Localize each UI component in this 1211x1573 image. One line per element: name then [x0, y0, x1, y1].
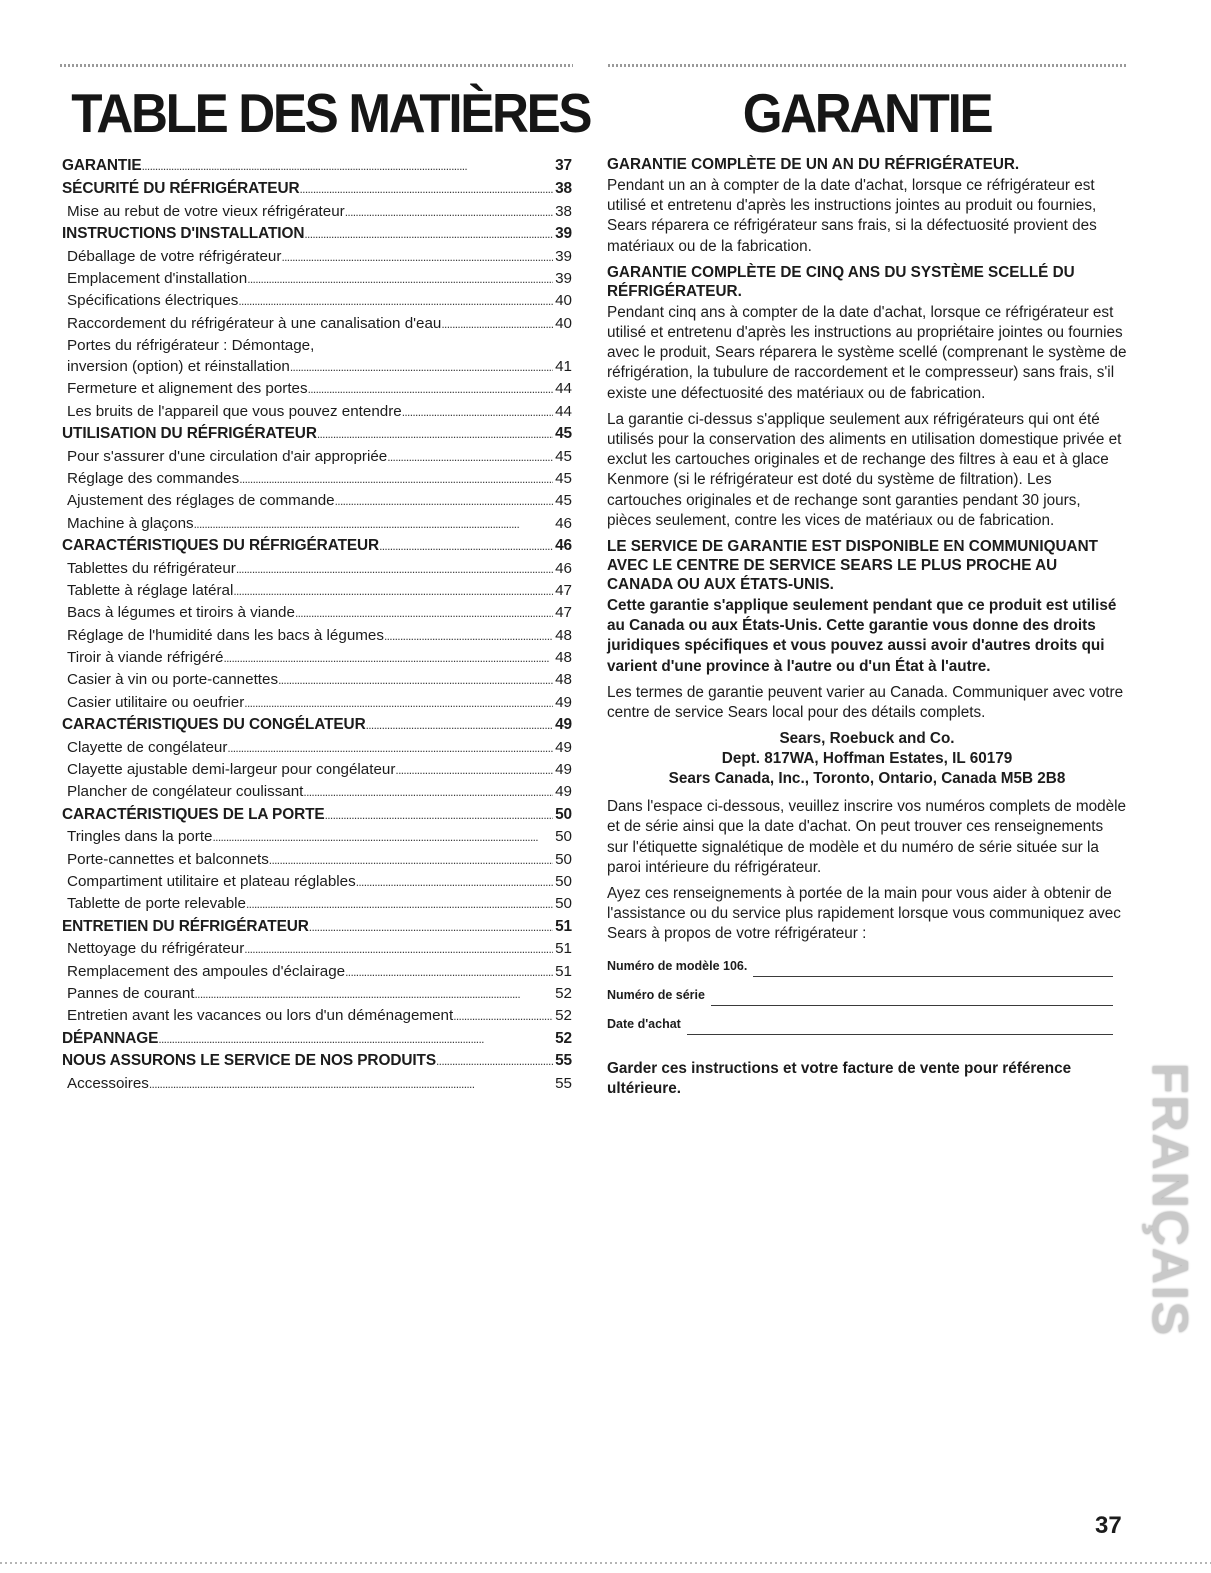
- toc-page-number: 52: [555, 1029, 572, 1047]
- dot-leader: [441, 313, 553, 335]
- dot-leader: [194, 513, 553, 535]
- bottom-rule: [0, 1562, 1211, 1564]
- dot-leader: [366, 714, 554, 737]
- toc-entry-label: Tablette à réglage latéral: [67, 582, 234, 600]
- toc-entry: [62, 268, 572, 290]
- toc-entry: [62, 849, 572, 871]
- toc-entry-label: Les bruits de l'appareil que vous pouvez entendre: [67, 402, 402, 420]
- address-line: Dept. 817WA, Hoffman Estates, IL 60179: [721, 750, 1013, 768]
- dot-leader: [325, 804, 554, 827]
- toc-entry: [62, 356, 572, 378]
- dot-leader: [278, 669, 553, 691]
- serial-number-label: Numéro de série: [607, 988, 705, 1003]
- language-tab-label: FRANÇAIS: [1142, 1062, 1199, 1338]
- toc-section: [62, 223, 572, 246]
- toc-page-number: 52: [555, 1007, 572, 1025]
- toc-entry-label: Portes du réfrigérateur : Démontage,: [67, 336, 315, 354]
- toc-section: [62, 423, 572, 446]
- toc-entry-label: Casier à vin ou porte-cannettes: [67, 671, 279, 689]
- toc-page-number: 52: [555, 984, 572, 1002]
- dot-leader: [239, 468, 553, 490]
- language-tab: [1140, 1050, 1200, 1350]
- toc-entry-label: Casier utilitaire ou oeufrier: [67, 693, 245, 711]
- toc-page-number: 45: [555, 470, 572, 488]
- toc-entry-label: Tablette de porte relevable: [67, 895, 246, 913]
- top-rule-right: [608, 64, 1128, 67]
- para-record: Dans l'espace ci-dessous, veuillez inscrire vos numéros complets de modèle et de série ainsi que la date d'achat. On peut trouver ces renseignements sur l'étiquette signalétique de modèle et du numéro de série située sur la paroi intérieure du réfrigérateur.: [607, 798, 1126, 876]
- toc-page-number: 44: [555, 402, 572, 420]
- purchase-date-field[interactable]: [607, 1017, 1119, 1035]
- toc-page-number: 49: [555, 761, 572, 779]
- dot-leader: [295, 602, 553, 624]
- dot-leader: [356, 871, 553, 893]
- sears-address: [607, 729, 1127, 789]
- para-five-year: Pendant cinq ans à compter de la date d'achat, lorsque ce réfrigérateur est utilisé et entretenu d'après les instructions au propriétaire jointes ou fournies avec le produit, Sears réparera le système scellé (comprenant le système de réfrigération, la tubulure de raccordement et le compresseur) sans frais, s'il existe une défectuosité des matériaux ou de fabrication.: [607, 303, 1127, 402]
- toc-entry: [62, 313, 572, 335]
- toc-entry: [62, 602, 572, 624]
- toc-page-number: 40: [555, 292, 572, 310]
- dot-leader: [149, 1073, 553, 1095]
- dot-leader: [387, 446, 553, 468]
- para-keep: Ayez ces renseignements à portée de la main pour vous aider à obtenir de l'assistance ou du service plus rapidement lorsque vous communiquez avec Sears à propos de votre réfrigérateur :: [607, 885, 1121, 943]
- serial-number-line[interactable]: [711, 993, 1113, 1006]
- toc-page-number: 51: [555, 940, 572, 958]
- toc-page-number: 46: [555, 559, 572, 577]
- dot-leader: [244, 938, 553, 960]
- toc-page-number: 50: [555, 828, 572, 846]
- toc-page-number: 47: [555, 604, 572, 622]
- dot-leader: [246, 893, 553, 915]
- toc-page-number: 50: [555, 873, 572, 890]
- toc-entry-label: Machine à glaçons: [67, 514, 194, 532]
- toc-page-number: 49: [555, 693, 572, 711]
- para-one-year: Pendant un an à compter de la date d'achat, lorsque ce réfrigérateur est utilisé et entretenu d'après les instructions jointes au produit ou fournies, Sears réparera ce réfrigérateur sans frais, si la défectuosité provient des matériaux ou de la fabrication.: [607, 177, 1097, 255]
- toc-page-number: 38: [555, 179, 572, 197]
- dot-leader: [212, 826, 553, 848]
- toc-page-number: 45: [555, 425, 572, 443]
- toc-page-number: 48: [555, 671, 572, 689]
- dot-leader: [308, 378, 554, 400]
- toc-entry: [62, 938, 572, 960]
- heading-five-year: GARANTIE COMPLÈTE DE CINQ ANS DU SYSTÈME SCELLÉ DU RÉFRIGÉRATEUR.: [607, 263, 1075, 300]
- toc-entry: [62, 446, 572, 468]
- dot-leader: [402, 401, 553, 423]
- toc-entry: [62, 871, 572, 893]
- dot-leader: [345, 961, 553, 983]
- toc-entry: [62, 647, 572, 669]
- toc-page-number: 47: [555, 582, 572, 600]
- toc-page-number: 45: [555, 492, 572, 510]
- toc-entry: [62, 1073, 572, 1095]
- toc-entry: [62, 759, 572, 781]
- toc-entry: [62, 1005, 572, 1027]
- toc-entry: [62, 401, 572, 423]
- toc-entry-label: Remplacement des ampoules d'éclairage: [67, 962, 346, 980]
- toc-entry-label: INSTRUCTIONS D'INSTALLATION: [62, 224, 305, 242]
- toc-entry-label: Pour s'assurer d'une circulation d'air appropriée: [67, 447, 388, 465]
- toc-entry-label: Tablettes du réfrigérateur: [67, 559, 236, 577]
- dot-leader: [395, 759, 553, 781]
- toc-section: [62, 916, 572, 939]
- toc-entry-label: Tringles dans la porte: [67, 828, 213, 846]
- dot-leader: [379, 535, 553, 558]
- toc-page-number: 48: [555, 649, 572, 667]
- toc-entry-label: Déballage de votre réfrigérateur: [67, 247, 282, 265]
- dot-leader: [238, 290, 553, 312]
- toc-page-number: 46: [555, 514, 572, 532]
- toc-entry: [62, 558, 572, 580]
- toc-entry-label: Tiroir à viande réfrigéré: [67, 649, 224, 667]
- table-of-contents: [62, 78, 591, 1095]
- toc-entry-label: inversion (option) et réinstallation: [67, 358, 290, 376]
- warranty-title: GARANTIE: [742, 82, 992, 144]
- toc-page-number: 49: [555, 783, 572, 801]
- toc-entry: [62, 290, 572, 312]
- record-fields: [607, 959, 1119, 1035]
- toc-title: TABLE DES MATIÈRES: [71, 82, 591, 144]
- toc-entry-label: GARANTIE: [62, 157, 142, 174]
- serial-number-field[interactable]: [607, 988, 1119, 1006]
- toc-entry: [62, 513, 572, 535]
- toc-entry-label: Accessoires: [67, 1075, 149, 1093]
- toc-entry: [62, 669, 572, 691]
- para-rights: Cette garantie s'applique seulement pendant que ce produit est utilisé au Canada ou aux États-Unis. Cette garantie vous donne des droits juridiques spécifiques et vous pouvez aussi avoir d'autres droits qui varient d'une province à l'autre ou d'un État à l'autre.: [607, 597, 1117, 675]
- dot-leader: [281, 246, 553, 268]
- dot-leader: [236, 558, 553, 580]
- toc-entry-label: Ajustement des réglages de commande: [67, 492, 335, 510]
- model-number-field[interactable]: [607, 959, 1119, 977]
- toc-page-number: 55: [555, 1075, 572, 1093]
- dot-leader: [247, 268, 553, 290]
- dot-leader: [384, 625, 553, 647]
- toc-entry-label: NOUS ASSURONS LE SERVICE DE NOS PRODUITS: [62, 1052, 436, 1070]
- toc-page-number: 39: [555, 269, 572, 287]
- purchase-date-line[interactable]: [687, 1022, 1113, 1035]
- dot-leader: [233, 580, 553, 602]
- toc-entry: [62, 246, 572, 268]
- toc-entry: [62, 781, 572, 803]
- toc-list: [62, 155, 572, 1095]
- dot-leader: [195, 983, 554, 1005]
- model-number-line[interactable]: [753, 964, 1113, 977]
- toc-entry: [62, 692, 572, 714]
- address-line: Sears Canada, Inc., Toronto, Ontario, Canada M5B 2B8: [668, 770, 1066, 788]
- toc-entry: [62, 961, 572, 983]
- toc-section: [62, 804, 572, 827]
- toc-page-number: 51: [555, 917, 572, 935]
- toc-entry: [62, 201, 572, 223]
- dot-leader: [227, 737, 553, 759]
- toc-entry-label: SÉCURITÉ DU RÉFRIGÉRATEUR: [62, 179, 300, 197]
- toc-entry: [62, 625, 572, 647]
- dot-leader: [436, 1050, 553, 1073]
- toc-section: [62, 1050, 572, 1073]
- dot-leader: [304, 223, 553, 246]
- toc-entry-label: Porte-cannettes et balconnets: [67, 850, 269, 868]
- toc-entry-label: Pannes de courant: [67, 984, 195, 1002]
- dot-leader: [158, 1028, 553, 1051]
- toc-page-number: 51: [555, 962, 572, 980]
- dot-leader: [309, 916, 553, 939]
- toc-entry-label: Spécifications électriques: [67, 292, 239, 310]
- dot-leader: [345, 201, 553, 223]
- toc-page-number: 41: [555, 358, 572, 376]
- toc-section: [62, 1028, 572, 1051]
- address-line: Sears, Roebuck and Co.: [779, 730, 955, 748]
- toc-page-number: 38: [555, 202, 572, 220]
- toc-entry-label: DÉPANNAGE: [62, 1029, 159, 1047]
- toc-entry-label: Plancher de congélateur coulissant: [67, 783, 304, 801]
- toc-page-number: 40: [555, 314, 572, 332]
- toc-entry: [62, 490, 572, 512]
- toc-entry-label: Clayette ajustable demi-largeur pour congélateur: [67, 761, 396, 779]
- toc-section: [62, 178, 572, 201]
- toc-entry: [62, 737, 572, 759]
- dot-leader: [317, 423, 553, 446]
- toc-page-number: 46: [555, 537, 572, 555]
- dot-leader: [453, 1005, 553, 1027]
- toc-entry-label: Bacs à légumes et tiroirs à viande: [67, 604, 295, 622]
- dot-leader: [223, 647, 553, 669]
- toc-section: [62, 155, 572, 178]
- closing-note: Garder ces instructions et votre facture de vente pour référence ultérieure.: [607, 1059, 1072, 1097]
- toc-entry-label: UTILISATION DU RÉFRIGÉRATEUR: [62, 425, 317, 443]
- dot-leader: [303, 781, 553, 803]
- top-rule-left: [60, 64, 573, 67]
- warranty-section: [607, 78, 1127, 1099]
- para-scope: La garantie ci-dessus s'applique seulement aux réfrigérateurs qui ont été utilisés pour la conservation des aliments en utilisation domestique privée et exclut les cartouches originales et de rechange des filtres à eau et à glace Kenmore (si le réfrigérateur est doté du système de filtration). Les cartouches originales et de rechange sont garanties pendant 30 jours, pièces seulement, contre les vices de matériaux ou de fabrication.: [607, 410, 1122, 529]
- toc-entry: [62, 468, 572, 490]
- toc-page-number: 39: [555, 247, 572, 265]
- toc-entry-label: CARACTÉRISTIQUES DE LA PORTE: [62, 805, 325, 823]
- toc-page-number: 45: [555, 447, 572, 465]
- toc-section: [62, 535, 572, 558]
- toc-entry: [62, 983, 572, 1005]
- dot-leader: [290, 356, 553, 378]
- toc-page-number: 50: [555, 895, 572, 913]
- toc-entry-label: Nettoyage du réfrigérateur: [67, 940, 245, 958]
- toc-page-number: 49: [555, 738, 572, 756]
- toc-page-number: 50: [555, 805, 572, 823]
- toc-entry: [62, 378, 572, 400]
- toc-page-number: 48: [555, 626, 572, 644]
- toc-entry-label: Clayette de congélateur: [67, 738, 228, 756]
- model-number-label: Numéro de modèle 106.: [607, 959, 748, 974]
- toc-entry-label: Réglage des commandes: [67, 470, 240, 488]
- toc-page-number: 39: [555, 224, 572, 242]
- purchase-date-label: Date d'achat: [607, 1017, 681, 1032]
- dot-leader: [269, 849, 553, 871]
- toc-entry-label: Compartiment utilitaire et plateau réglables: [67, 873, 356, 890]
- toc-entry-label: Réglage de l'humidité dans les bacs à légumes: [67, 626, 384, 644]
- toc-page-number: 37: [555, 157, 572, 174]
- dot-leader: [335, 490, 553, 512]
- toc-entry-label: Entretien avant les vacances ou lors d'un déménagement: [67, 1007, 454, 1025]
- dot-leader: [244, 692, 553, 714]
- para-terms: Les termes de garantie peuvent varier au Canada. Communiquer avec votre centre de service Sears local pour des détails complets.: [607, 683, 1124, 722]
- toc-entry-label: CARACTÉRISTIQUES DU RÉFRIGÉRATEUR: [62, 537, 380, 555]
- heading-service: LE SERVICE DE GARANTIE EST DISPONIBLE EN COMMUNIQUANT AVEC LE CENTRE DE SERVICE SEARS LE PLUS PROCHE AU CANADA OU AUX ÉTATS-UNIS.: [607, 538, 1098, 594]
- toc-section: [62, 714, 572, 737]
- toc-entry: [62, 826, 572, 848]
- toc-entry-label: ENTRETIEN DU RÉFRIGÉRATEUR: [62, 917, 309, 935]
- toc-entry-label: Mise au rebut de votre vieux réfrigérateur: [67, 202, 345, 220]
- dot-leader: [142, 155, 554, 178]
- page-number: 37: [1095, 1512, 1122, 1539]
- toc-entry-label: Raccordement du réfrigérateur à une canalisation d'eau: [67, 314, 442, 332]
- toc-page-number: 50: [555, 850, 572, 868]
- toc-page-number: 55: [555, 1052, 572, 1070]
- toc-entry-label: CARACTÉRISTIQUES DU CONGÉLATEUR: [62, 715, 366, 733]
- toc-page-number: 49: [555, 715, 572, 733]
- toc-entry: [62, 893, 572, 915]
- dot-leader: [300, 178, 554, 201]
- toc-entry-label: Emplacement d'installation: [67, 269, 248, 287]
- toc-entry: [62, 335, 572, 356]
- toc-entry: [62, 580, 572, 602]
- heading-one-year: GARANTIE COMPLÈTE DE UN AN DU RÉFRIGÉRATEUR.: [607, 156, 1020, 173]
- toc-page-number: 44: [555, 380, 572, 398]
- toc-entry-label: Fermeture et alignement des portes: [67, 380, 308, 398]
